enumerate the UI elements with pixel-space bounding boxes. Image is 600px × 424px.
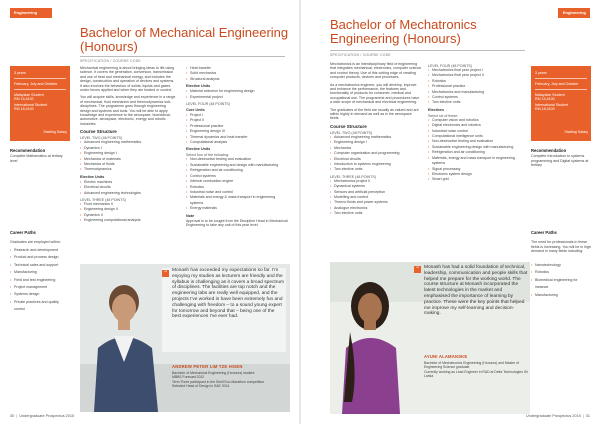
duration: 3 years — [14, 71, 26, 75]
list-item: • Sustainable engineering design with manufacturing — [428, 145, 524, 150]
list-item: • Dynamical systems — [330, 184, 422, 189]
list-item: • Smart grid — [428, 177, 524, 182]
section-tab: Engineering — [10, 8, 52, 18]
list-item: • Energy materials — [186, 206, 288, 211]
list-item: • Project II — [186, 118, 288, 123]
career-paths-list — [10, 247, 70, 314]
page-title: Bachelor of Mechatronics Engineering (Honours) — [330, 17, 477, 46]
elective-list — [186, 157, 288, 211]
testimonial-quote — [162, 268, 286, 352]
fee-malaysian: RM 14,4100 — [535, 97, 555, 101]
list-item: • Materials, energy and mass transport in engineering systems — [428, 156, 524, 167]
core-list — [186, 113, 288, 145]
list-item: • Industrial noise control — [428, 129, 524, 134]
list-item: • Engineering design I — [80, 151, 176, 156]
course-info-box — [531, 66, 591, 141]
list-item: • Systems design — [10, 291, 70, 298]
list-item: • Private practices and quality control — [10, 299, 70, 314]
unit-list — [186, 66, 288, 82]
list-item: • Nanotechnology — [531, 262, 591, 269]
list-item: • Engineering computational analysis — [80, 218, 176, 223]
salary-label: Starting Salary — [564, 130, 588, 134]
list-item: • Robotics — [428, 79, 524, 84]
intake: February, July and October — [535, 82, 579, 86]
level-heading: LEVEL TWO (48 POINTS) — [330, 130, 373, 135]
right-sidebar — [531, 0, 591, 424]
level-heading: LEVEL FOUR (48 POINTS) — [428, 64, 473, 68]
list-item: • Computational intelligence units — [428, 134, 524, 139]
salary-label: Starting Salary — [43, 130, 67, 134]
testimonial-detail: Bachelor of Mechatronics Engineering (Honours) and Master of Engineering Science graduate Currently working as Lead Engineer in R&D at Delta Technologies Sri Lanka — [424, 361, 528, 378]
course-structure-heading: Course Structure — [80, 129, 117, 135]
list-item: • Thermodynamics — [80, 167, 176, 172]
list-item: • Mechanics of materials — [80, 157, 176, 162]
recommendation-heading: Recommendation — [531, 148, 567, 153]
list-item: • Manufacturing — [531, 292, 591, 299]
unit-list — [330, 135, 422, 173]
elective-heading: Elective Units — [80, 174, 105, 179]
list-item: • Analogue electronics — [330, 206, 422, 211]
recommendation-text: Complete Mathematics at tertiary level — [10, 154, 63, 163]
list-item: • Professional practice — [428, 84, 524, 89]
level-heading: LEVEL THREE (48 POINTS) — [330, 174, 376, 179]
list-item: • Two elective units — [428, 100, 524, 105]
note-heading: Note — [186, 213, 195, 218]
right-page — [300, 0, 600, 424]
intro-paragraph: Mechatronics is an interdisciplinary field of engineering that integrates mechanical, electronics, computer science and control theory. Use of this cutting edge of creating computer products, devices and processes. — [330, 62, 422, 80]
list-item: • Project I — [186, 113, 288, 118]
list-item: • Computational analysis — [186, 140, 288, 145]
page-number: 30 — [10, 414, 15, 418]
list-item: • Two elective units — [330, 167, 422, 172]
testimonial-name: AYUNI ALAMANSKE — [424, 354, 468, 359]
quote-text: Monash has had a solid foundation of technical, leadership, communication and people skills that helped me prepare for the working world. The course structure at Monash incorporated the latest technologies in the market and emphasised the importance of learning by practice. These were the key points that helped me improve my self-learning and decision-making. — [424, 265, 528, 317]
list-item: • Thermal dynamics and heat transfer — [186, 135, 288, 140]
page-footer: 30 | Undergraduate Prospectus 2015 — [10, 414, 75, 418]
left-column-1 — [80, 66, 176, 224]
list-item: • Dynamics I — [80, 146, 176, 151]
course-subline: SPECIFICATION / COURSE CODE — [80, 59, 141, 63]
level-heading: LEVEL TWO (48 POINTS) — [80, 136, 123, 141]
list-item: • Technical sales and support — [10, 262, 70, 269]
fee-international-label: International Student — [535, 103, 569, 107]
list-item: • Control systems — [186, 174, 288, 179]
list-item: • Professional practice — [186, 124, 288, 129]
list-item: • Digital electronics and robotics — [428, 123, 524, 128]
publication-name: Undergraduate Prospectus 2015 — [525, 414, 581, 418]
list-item: • Mechanics of fluids — [80, 162, 176, 167]
elective-heading: Elective Units — [186, 84, 211, 89]
list-item: • Electric machines — [80, 180, 176, 185]
page-number: 31 — [585, 414, 590, 418]
unit-list — [80, 140, 176, 172]
page-title: Bachelor of Mechanical Engineering (Honours) — [80, 25, 289, 54]
list-item: • Advanced engineering mathematics — [330, 135, 422, 140]
electives-intro: Select six of these: — [428, 113, 459, 118]
list-item: • Mechatronics final year project I — [428, 68, 524, 73]
list-item: • Dynamics II — [80, 213, 176, 218]
elective-list — [428, 118, 524, 183]
list-item: • Sustainable engineering and design with manufacturing — [186, 163, 288, 168]
recommendation-text: Complete Introduction to systems programming and Digital systems at tertiary — [531, 154, 589, 168]
fee-international-label: International Student — [14, 103, 48, 107]
list-item: • Refrigeration and air conditioning — [428, 150, 524, 155]
list-item: • Material selection for engineering design — [186, 89, 288, 94]
list-item: • Research and development — [10, 247, 70, 254]
list-item: • Electrical circuits — [80, 185, 176, 190]
elective-heading: Elective Units — [186, 147, 211, 152]
fee-malaysian-label: Malaysian Student — [14, 93, 44, 97]
list-item: • Signal processing — [428, 167, 524, 172]
list-item: • Control systems — [428, 95, 524, 100]
intro-paragraph: The graduates of the field are usually as valued and are within highly in demand as well as in the aerospace fields. — [330, 107, 419, 121]
left-sidebar — [10, 0, 70, 424]
course-structure-heading: Course Structure — [330, 123, 367, 129]
student-photo-area — [330, 262, 530, 414]
unit-list — [428, 68, 524, 106]
intro-paragraph: Mechanical engineering is about bringing ideas to life using science. It covers the generation, conversion, transmission and use of heat and mechanical energy, and includes the design, construction and operation of devices and systems. It also involves the behaviour of solids, liquids and gases under forces applied and when they are heated or cooled. — [80, 66, 175, 93]
fee-malaysian-label: Malaysian Student — [535, 93, 565, 97]
list-item: • Engineering design I — [330, 140, 422, 145]
list-item: • Refrigeration and air conditioning — [186, 168, 288, 173]
list-item: • Advanced engineering technologies — [80, 191, 176, 196]
intro-paragraph: As a mechatronics engineer, you will develop, improve and enhance the performance, the features and functionality of products for consumer, medical and occupational use. The programme and procedures have a wide scope of mechanical and electrical engineering. — [330, 82, 420, 105]
career-paths-text: The need for professionals in these fields is increasing. You will be in high demand in many fields including: — [531, 240, 591, 254]
list-item: • Manufacturing — [10, 269, 70, 276]
list-item: • Mechatronics and manufacturing — [428, 90, 524, 95]
list-item: • Non-destructive testing and evaluation — [186, 157, 288, 162]
list-item: • Sensors and artificial perception — [330, 190, 422, 195]
list-item: • Mechatronics final year project II — [428, 73, 524, 78]
list-item: • Robotics — [531, 269, 591, 276]
list-item: • Fluid mechanics II — [80, 202, 176, 207]
right-column-1 — [330, 62, 422, 217]
fee-international: RM 18,4100 — [535, 107, 555, 111]
unit-list — [330, 179, 422, 217]
list-item: • Computer vision and robotics — [428, 118, 524, 123]
list-item: • Biomedical engineering for instance — [531, 277, 591, 292]
course-subline: SPECIFICATION / COURSE CODE — [330, 53, 391, 57]
list-item: • Engineering design II — [80, 207, 176, 212]
list-item: • Materials and energy & mass transport in engineering systems — [186, 195, 288, 206]
list-item: • Structural analysis — [186, 77, 288, 82]
recommendation-heading: Recommendation — [10, 148, 46, 153]
career-paths-heading: Career Paths — [531, 230, 557, 235]
list-item: • Field and test engineering — [10, 277, 70, 284]
elective-list — [80, 180, 176, 196]
core-units-heading: Core Units — [186, 108, 205, 113]
list-item: • Experimental project — [186, 95, 288, 100]
left-column-2 — [186, 66, 288, 230]
testimonial-name: ANDREW PETER LIM TZE HSIEN — [172, 364, 243, 369]
list-item: • Internal combustion engine — [186, 179, 288, 184]
list-item: • Thermo fluids and power systems — [330, 200, 422, 205]
list-item: • Product and process design — [10, 254, 70, 261]
list-item: • Electrical circuits — [330, 157, 422, 162]
duration: 3 years — [535, 71, 547, 75]
list-item: • Electronic system design — [428, 172, 524, 177]
note-text: Approval is to be sought from the Discipline Head in Mechanical Engineering to take any unit of this year level. — [186, 218, 288, 227]
list-item: • Two elective units — [330, 211, 422, 216]
list-item: • Project management — [10, 284, 70, 291]
list-item: • Heat transfer — [186, 66, 288, 71]
page-footer: Undergraduate Prospectus 2015 | 31 — [525, 414, 590, 418]
list-item: • Non-destructive testing and evaluation — [428, 139, 524, 144]
list-item: • Introduction to systems engineering — [330, 162, 422, 167]
right-column-2 — [428, 62, 524, 183]
electives-heading: Electives — [428, 107, 444, 112]
career-paths-intro: Graduates are employed within: — [10, 240, 61, 244]
course-info-box — [10, 66, 70, 141]
quote-icon: “ — [163, 270, 168, 277]
career-paths-list — [531, 262, 591, 299]
elective-list — [186, 89, 288, 100]
quote-text: Monash has exceeded my expectations so far. I'm enjoying my studies as lecturers are friendly and the syllabus is challenging as it covers a broad spectrum of disciplines. The facilities are top notch and the engineering labs are really well equipped, and the projects I've worked in have been extremely fun and challenging with freedom – to a sound young expert for tomorrow and beyond that – being one of the best experiences I've ever had. — [172, 268, 284, 320]
list-item: • Solid mechanics — [186, 71, 288, 76]
list-item: • Industrial noise and control — [186, 190, 288, 195]
elective-intro: Select four of the following: — [186, 153, 230, 158]
intake: February, July and October — [14, 82, 58, 86]
intro-paragraph: You will acquire skills, knowledge and experience in a range of mechanical, fluid mechanics and thermodynamics sub-disciplines. The programme goes through engineering design and systems and tools. You will be able to apply knowledge and experience to the aerospace, biomedical, automotive, aerospace, electronic, energy and robotic industries. — [80, 95, 176, 126]
list-item: • Modelling and control — [330, 195, 422, 200]
student-photo-area — [80, 264, 290, 412]
list-item: • Mechanics — [330, 146, 422, 151]
quote-icon: “ — [415, 266, 420, 273]
list-item: • Engineering design III — [186, 129, 288, 134]
level-heading: LEVEL THREE (48 POINTS) — [80, 197, 126, 202]
list-item: • Mechatronics project II — [330, 179, 422, 184]
list-item: • Advanced engineering mathematics — [80, 140, 176, 145]
level-heading: LEVEL FOUR (48 POINTS) — [186, 102, 231, 107]
fee-international: RM 18,4100 — [14, 107, 34, 111]
testimonial-detail: Bachelor of Mechanical Engineering (Honours) student MBBS Forecast 2012 Term Three participant in the Shell Eco-Marathon competition Selected Head of Design in SAE 2014 — [172, 371, 265, 388]
list-item: • Robotics — [186, 185, 288, 190]
unit-list — [80, 202, 176, 224]
publication-name: Undergraduate Prospectus 2015 — [19, 414, 75, 418]
fee-malaysian: RM 14,4100 — [14, 97, 34, 101]
section-tab: Engineering — [558, 8, 590, 18]
career-paths-heading: Career Paths — [10, 230, 36, 235]
list-item: • Computer organisation and programming — [330, 151, 422, 156]
